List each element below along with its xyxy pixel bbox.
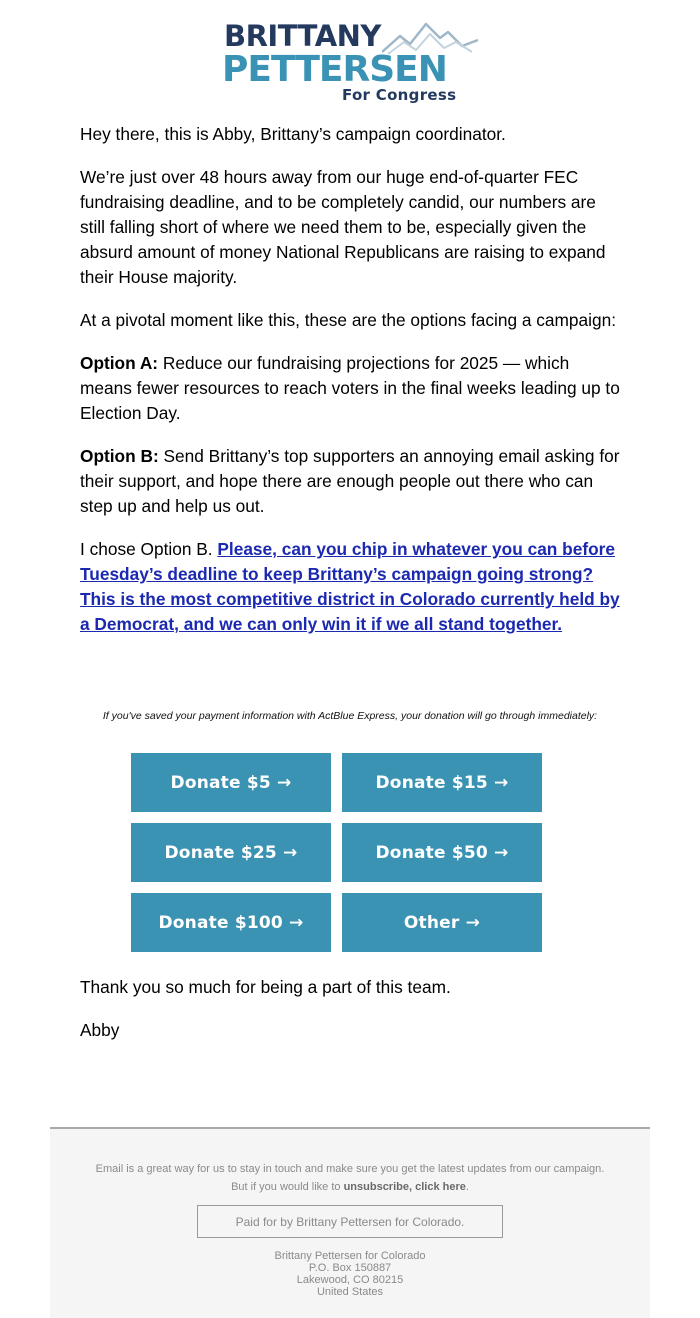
greeting: Hey there, this is Abby, Brittany’s campaign coordinator. [80,124,506,144]
unsubscribe-link[interactable]: unsubscribe, click here [343,1181,466,1193]
address-line: P.O. Box 150887 [308,1262,392,1274]
paragraph-choice [80,537,625,637]
option-a-label: Option A: [80,353,159,373]
signature: Abby [80,1020,120,1040]
paragraph-option-b [80,444,625,519]
actblue-express-note: If you've saved your payment information with ActBlue Express, your donation will go through immediately: [102,710,598,722]
footer-line-2-prefix: But if you would like to [231,1181,344,1193]
mailing-address [50,1250,650,1298]
option-b-text: Send Brittany’s top supporters an annoying email asking for their support, and hope there are enough people out there who can step up and help us out. [80,446,620,516]
paragraph-option-a [80,351,625,426]
footer-line-2-suffix: . [465,1181,469,1193]
email-footer [50,1127,650,1318]
logo-first-name: BRITTANY [224,19,381,53]
donate-cta-link[interactable]: Please, can you chip in whatever you can before Tuesday’s deadline to keep Brittany’s campaign going strong? This is the most competitive district in Colorado currently held by a Democrat, and we can only win it if we all stand together. [80,539,620,634]
paragraph-deadline: We’re just over 48 hours away from our huge end-of-quarter FEC fundraising deadline, and to be completely candid, our numbers are still falling short of where we need them to be, especially given the absurd amount of money National Republicans are raising to expand their House majority. [80,167,606,287]
choice-text: I chose Option B. [80,539,218,559]
thank-you-text: Thank you so much for being a part of this team. [80,977,451,997]
footer-message [50,1160,650,1196]
donate-5-button[interactable]: Donate $5 → [131,753,331,812]
donate-other-button[interactable]: Other → [342,893,542,952]
address-line: United States [316,1286,384,1298]
donate-15-button[interactable]: Donate $15 → [342,753,542,812]
donate-50-button[interactable]: Donate $50 → [342,823,542,882]
paragraph-options-intro: At a pivotal moment like this, these are the options facing a campaign: [80,310,617,330]
email-body [80,122,625,655]
email-closing [80,975,625,1061]
option-a-text: Reduce our fundraising projections for 2025 — which means fewer resources to reach voters in the final weeks leading up to Election Day. [80,353,620,423]
logo-last-name: PETTERSEN [222,49,447,90]
campaign-logo [222,18,478,106]
footer-line-2 [50,1178,650,1196]
address-line: Lakewood, CO 80215 [296,1274,404,1286]
address-line: Brittany Pettersen for Colorado [274,1250,426,1262]
paid-for-by-disclaimer: Paid for by Brittany Pettersen for Colorado. [197,1205,503,1238]
footer-line-1: Email is a great way for us to stay in touch and make sure you get the latest updates from our campaign. [95,1163,605,1175]
option-b-label: Option B: [80,446,159,466]
donate-100-button[interactable]: Donate $100 → [131,893,331,952]
donate-25-button[interactable]: Donate $25 → [131,823,331,882]
logo-tagline: For Congress [342,86,457,104]
